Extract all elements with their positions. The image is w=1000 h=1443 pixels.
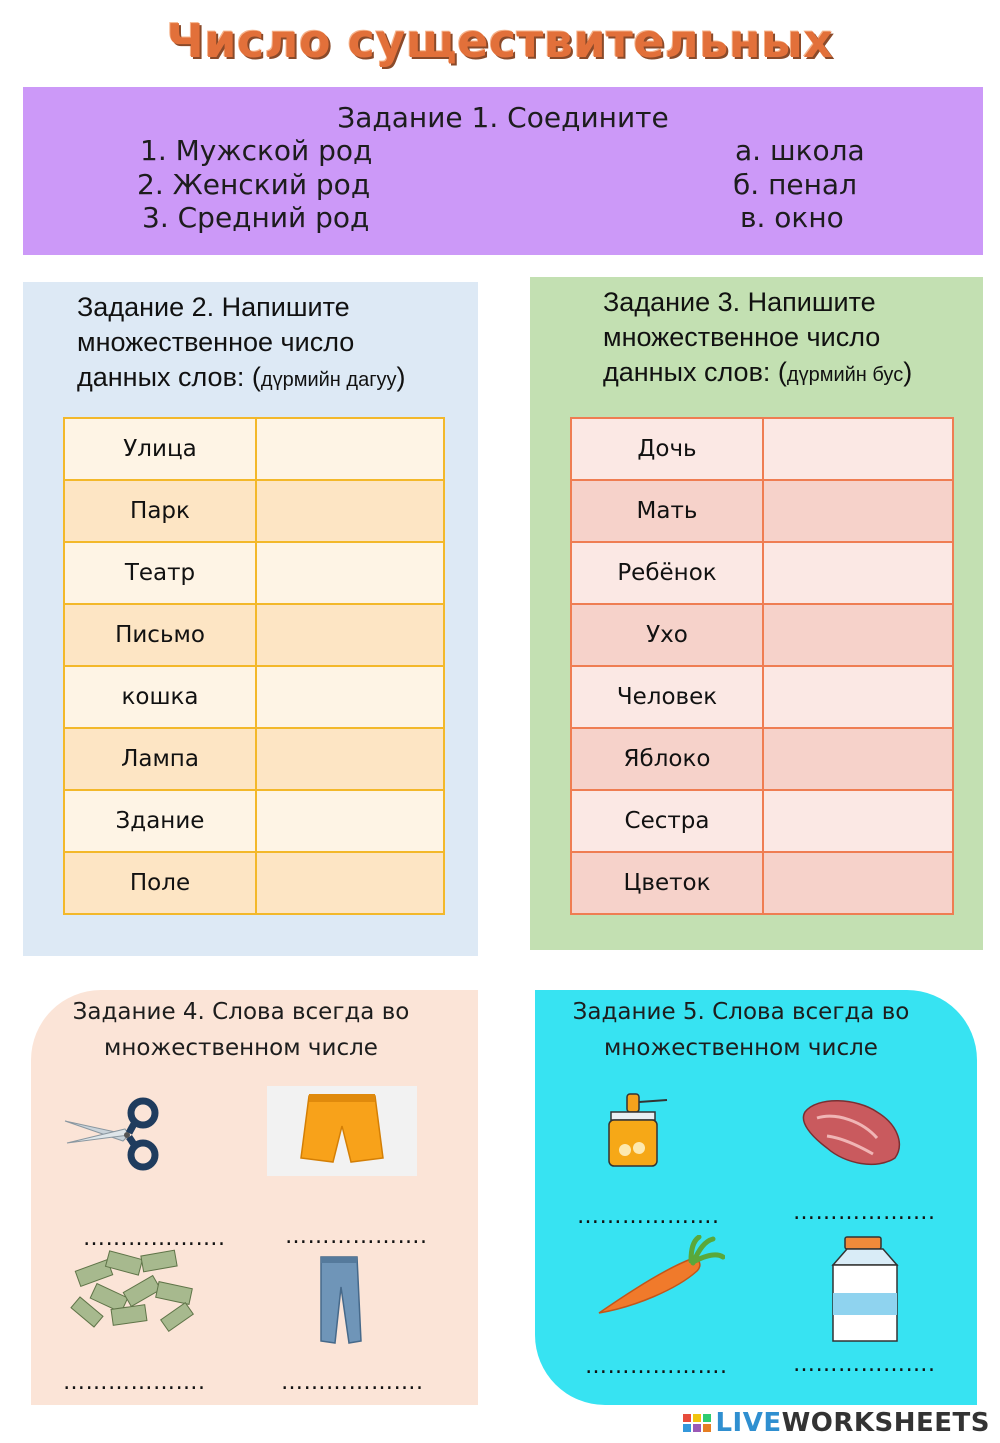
answer-cell[interactable] <box>763 418 953 480</box>
task1-left-item: 2. Женский род <box>137 168 371 201</box>
word-cell: Мать <box>571 480 763 542</box>
task3-heading <box>603 285 912 393</box>
task3-heading-line: Задание 3. Напишите <box>603 287 876 317</box>
answer-cell[interactable] <box>763 790 953 852</box>
table-row <box>571 418 953 480</box>
task4-heading-line: множественном числе <box>104 1035 378 1061</box>
jeans-icon <box>311 1255 371 1345</box>
task1-right-item: б. пенал <box>733 168 857 201</box>
brand-prefix: LIVE <box>715 1408 782 1438</box>
table-row <box>64 666 444 728</box>
table-row <box>64 790 444 852</box>
task1-left-item: 3. Средний род <box>142 201 370 234</box>
table-row <box>64 542 444 604</box>
answer-cell[interactable] <box>256 480 444 542</box>
shorts-icon <box>267 1086 417 1176</box>
word-cell: Дочь <box>571 418 763 480</box>
carrot-icon <box>595 1235 725 1320</box>
task1-panel <box>23 87 983 255</box>
task2-panel <box>23 282 478 956</box>
money-icon <box>67 1245 202 1335</box>
task5-heading-line: Задание 5. Слова всегда во <box>572 999 910 1025</box>
task4-panel <box>31 990 478 1405</box>
table-row <box>571 852 953 914</box>
table-row <box>64 418 444 480</box>
answer-blank[interactable]: ………………. <box>83 1226 226 1251</box>
word-cell: Цветок <box>571 852 763 914</box>
word-cell: Здание <box>64 790 256 852</box>
task3-hint: дүрмийн бус <box>786 364 904 386</box>
task2-heading <box>77 290 406 398</box>
table-row <box>571 666 953 728</box>
word-cell: Театр <box>64 542 256 604</box>
answer-cell[interactable] <box>763 728 953 790</box>
answer-cell[interactable] <box>256 604 444 666</box>
table-row <box>571 480 953 542</box>
liveworksheets-logo <box>683 1408 990 1438</box>
task1-left-item: 1. Мужской род <box>140 134 373 167</box>
task2-heading-line <box>77 360 406 398</box>
task2-heading-close: ) <box>396 362 406 392</box>
word-cell: Ребёнок <box>571 542 763 604</box>
task5-panel <box>535 990 977 1405</box>
answer-blank[interactable]: ………………. <box>793 1200 936 1225</box>
honey-icon <box>603 1090 673 1170</box>
task2-heading-text: данных слов: ( <box>77 362 261 392</box>
answer-cell[interactable] <box>256 852 444 914</box>
answer-cell[interactable] <box>256 728 444 790</box>
scissors-icon <box>63 1095 161 1173</box>
table-row <box>64 604 444 666</box>
answer-cell[interactable] <box>256 542 444 604</box>
answer-blank[interactable]: ………………. <box>793 1352 936 1377</box>
answer-cell[interactable] <box>763 666 953 728</box>
task4-heading-line: Задание 4. Слова всегда во <box>72 999 410 1025</box>
task2-heading-line: Задание 2. Напишите <box>77 292 350 322</box>
word-cell: Улица <box>64 418 256 480</box>
answer-blank[interactable]: ………………. <box>285 1224 428 1249</box>
task5-heading <box>535 994 947 1066</box>
word-cell: Ухо <box>571 604 763 666</box>
task3-heading-line <box>603 355 912 393</box>
task2-table <box>63 417 445 915</box>
answer-cell[interactable] <box>763 542 953 604</box>
answer-blank[interactable]: ………………. <box>63 1370 206 1395</box>
task3-panel <box>530 277 983 950</box>
answer-cell[interactable] <box>256 790 444 852</box>
word-cell: Поле <box>64 852 256 914</box>
word-cell: Человек <box>571 666 763 728</box>
table-row <box>571 604 953 666</box>
answer-cell[interactable] <box>763 480 953 542</box>
task3-heading-close: ) <box>903 357 913 387</box>
task2-hint: дүрмийн дагуу <box>260 369 397 391</box>
task1-right-item: в. окно <box>740 201 844 234</box>
answer-blank[interactable]: ………………. <box>585 1354 728 1379</box>
answer-cell[interactable] <box>763 852 953 914</box>
word-cell: Сестра <box>571 790 763 852</box>
table-row <box>64 728 444 790</box>
answer-blank[interactable]: ………………. <box>577 1204 720 1229</box>
task3-table <box>570 417 954 915</box>
task2-heading-line: множественное число <box>77 327 355 357</box>
answer-cell[interactable] <box>256 418 444 480</box>
task1-right-item: а. школа <box>735 134 865 167</box>
word-cell: Письмо <box>64 604 256 666</box>
brand-squares-icon <box>683 1414 711 1432</box>
word-cell: Парк <box>64 480 256 542</box>
table-row <box>64 480 444 542</box>
meat-icon <box>797 1092 907 1172</box>
answer-cell[interactable] <box>256 666 444 728</box>
task3-heading-line: множественное число <box>603 322 881 352</box>
answer-blank[interactable]: ………………. <box>281 1370 424 1395</box>
word-cell: Яблоко <box>571 728 763 790</box>
table-row <box>571 542 953 604</box>
table-row <box>571 728 953 790</box>
task1-heading: Задание 1. Соедините <box>337 101 669 134</box>
table-row <box>64 852 444 914</box>
table-row <box>571 790 953 852</box>
brand-suffix: WORKSHEETS <box>781 1408 990 1438</box>
task4-heading <box>31 994 451 1066</box>
word-cell: Лампа <box>64 728 256 790</box>
milk-icon <box>825 1235 905 1345</box>
word-cell: кошка <box>64 666 256 728</box>
shorts-image <box>267 1086 417 1176</box>
page-title: Число существительных <box>166 14 834 68</box>
answer-cell[interactable] <box>763 604 953 666</box>
task5-heading-line: множественном числе <box>604 1035 878 1061</box>
task3-heading-text: данных слов: ( <box>603 357 787 387</box>
